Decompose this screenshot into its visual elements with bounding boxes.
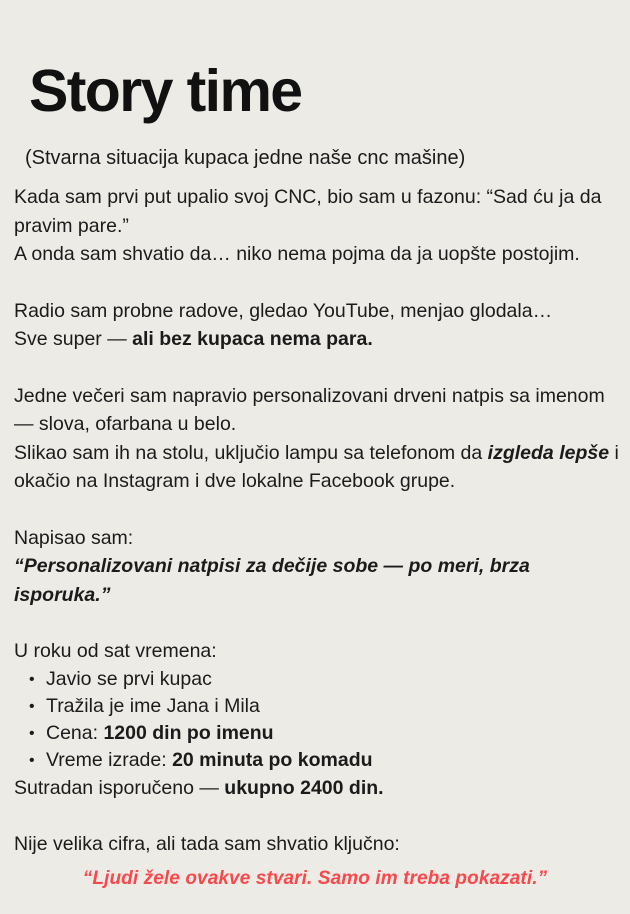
list-item-value: 1200 din po imenu [103, 721, 274, 744]
paragraph-intro-line-1: Kada sam prvi put upalio svoj CNC, bio sam u fazonu: “Sad ću ja da pravim pare.” [14, 186, 602, 237]
bullet-icon: • [29, 670, 35, 688]
story-body [14, 183, 621, 859]
paragraph-first-product [14, 382, 621, 496]
page-subtitle: (Stvarna situacija kupaca jedne naše cnc mašine) [25, 147, 466, 169]
text-plain: i okačio na Instagram i dve lokalne Facebook grupe. [14, 441, 619, 492]
bullet-icon: • [29, 697, 35, 715]
results-outro [14, 774, 621, 803]
ad-copy-intro: Napisao sam: [14, 526, 134, 549]
text-emphasis-no-customers: ali bez kupaca nema para. [132, 328, 373, 350]
list-item-label: Vreme izrade: [46, 748, 173, 771]
list-item-label: Tražila je ime Jana i Mila [46, 694, 260, 717]
bullet-icon: • [29, 724, 35, 742]
paragraph-results [14, 637, 621, 802]
list-item-label: Javio se prvi kupac [46, 667, 212, 690]
bullet-icon: • [29, 751, 35, 769]
list-item [14, 666, 621, 693]
paragraph-experiments [14, 297, 621, 354]
text-emphasis-total: ukupno 2400 din. [224, 776, 384, 799]
list-item [14, 747, 621, 774]
list-item [14, 720, 621, 747]
text-plain: Sve super — [14, 328, 133, 350]
paragraph-intro [14, 183, 621, 269]
paragraph-experiments-line-1: Radio sam probne radove, gledao YouTube, menjao glodala… [14, 299, 553, 322]
text-plain: Sutradan isporučeno — [14, 776, 225, 799]
paragraph-intro-line-2: A onda sam shvatio da… niko nema pojma da ja uopšte postojim. [14, 243, 580, 265]
list-item [14, 693, 621, 720]
list-item-label: Cena: [46, 721, 104, 744]
paragraph-lesson-line: Nije velika cifra, ali tada sam shvatio ključno: [14, 833, 400, 855]
results-intro: U roku od sat vremena: [14, 640, 217, 662]
page-title: Story time [29, 58, 302, 124]
ad-copy-quote: “Personalizovani natpisi za dečije sobe — po meri, brza isporuka.” [14, 555, 530, 606]
results-list [14, 666, 621, 774]
text-emphasis-looks-better: izgleda lepše [487, 441, 610, 464]
text-plain: Slikao sam ih na stolu, uključio lampu sa telefonom da [14, 441, 488, 464]
paragraph-first-product-sentence-1: Jedne večeri sam napravio personalizovani drveni natpis sa imenom — slova, ofarbana u belo. [14, 384, 605, 435]
closing-quote: “Ljudi žele ovakve stvari. Samo im treba pokazati.” [82, 868, 548, 889]
paragraph-experiments-line-2 [14, 325, 621, 354]
list-item-value: 20 minuta po komadu [172, 748, 373, 771]
paragraph-lesson [14, 830, 621, 859]
paragraph-ad-copy [14, 524, 621, 610]
